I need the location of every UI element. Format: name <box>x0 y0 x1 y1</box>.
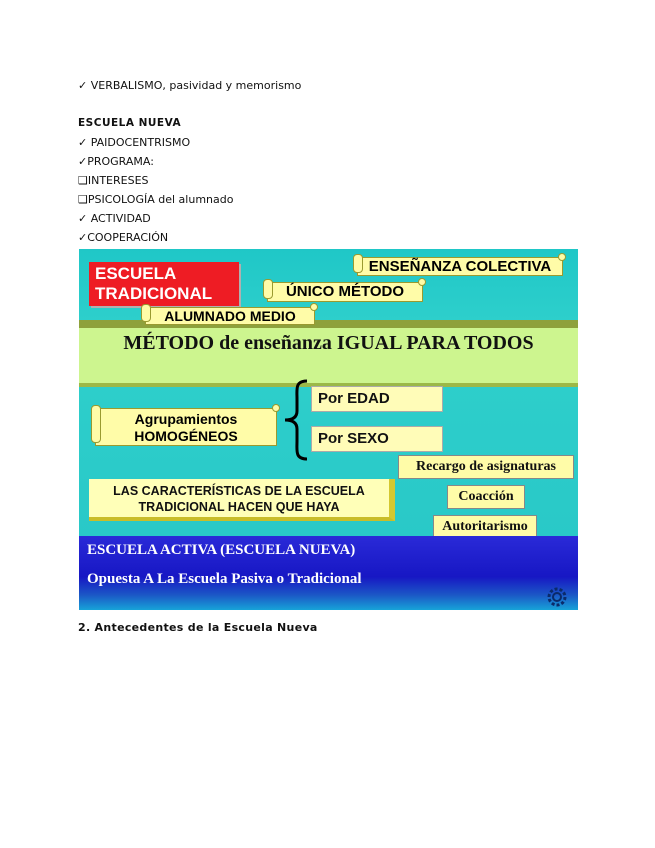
escuela-tradicional-line2: TRADICIONAL <box>95 284 213 303</box>
heading-escuela-nueva: ESCUELA NUEVA <box>78 117 182 129</box>
escuela-tradicional-box <box>89 262 239 306</box>
recargo-box: Recargo de asignaturas <box>398 455 574 479</box>
agrupamientos-line2: HOMOGÉNEOS <box>134 428 238 444</box>
escuela-activa-text: ESCUELA ACTIVA (ESCUELA NUEVA) <box>87 542 356 558</box>
text-line-programa: ✓PROGRAMA: <box>78 155 154 168</box>
curly-brace <box>281 379 311 461</box>
section-heading-antecedentes: 2. Antecedentes de la Escuela Nueva <box>78 621 318 634</box>
alumnado-medio-scroll: ALUMNADO MEDIO <box>145 307 315 325</box>
opuesta-text: Opuesta A La Escuela Pasiva o Tradicional <box>87 571 362 587</box>
text-line-verbalismo: ✓ VERBALISMO, pasividad y memorismo <box>78 79 302 92</box>
text-line-cooperacion: ✓COOPERACIÓN <box>78 231 169 244</box>
caracteristicas-box <box>89 479 395 521</box>
por-edad-box: Por EDAD <box>311 386 443 412</box>
caracteristicas-line1: LAS CARACTERÍSTICAS DE LA ESCUELA <box>113 484 365 498</box>
slide-image <box>79 249 578 610</box>
text-line-paidocentrismo: ✓ PAIDOCENTRISMO <box>78 136 191 149</box>
text-line-psicologia: ❑PSICOLOGÍA del alumnado <box>78 193 234 206</box>
metodo-igual-title: MÉTODO de enseñanza IGUAL PARA TODOS <box>123 332 534 354</box>
ensenanza-colectiva-scroll: ENSEÑANZA COLECTIVA <box>357 257 563 276</box>
gear-icon <box>546 586 568 608</box>
coaccion-box: Coacción <box>447 485 525 509</box>
unico-metodo-scroll: ÚNICO MÉTODO <box>267 282 423 302</box>
text-line-intereses: ❑INTERESES <box>78 174 149 187</box>
agrupamientos-scroll <box>95 408 277 446</box>
escuela-tradicional-line1: ESCUELA <box>95 264 177 283</box>
por-sexo-box: Por SEXO <box>311 426 443 452</box>
caracteristicas-line2: TRADICIONAL HACEN QUE HAYA <box>138 500 340 514</box>
text-line-actividad: ✓ ACTIVIDAD <box>78 212 151 225</box>
agrupamientos-line1: Agrupamientos <box>134 411 238 427</box>
autoritarismo-box: Autoritarismo <box>433 515 537 537</box>
bottom-blue-panel <box>79 536 578 610</box>
